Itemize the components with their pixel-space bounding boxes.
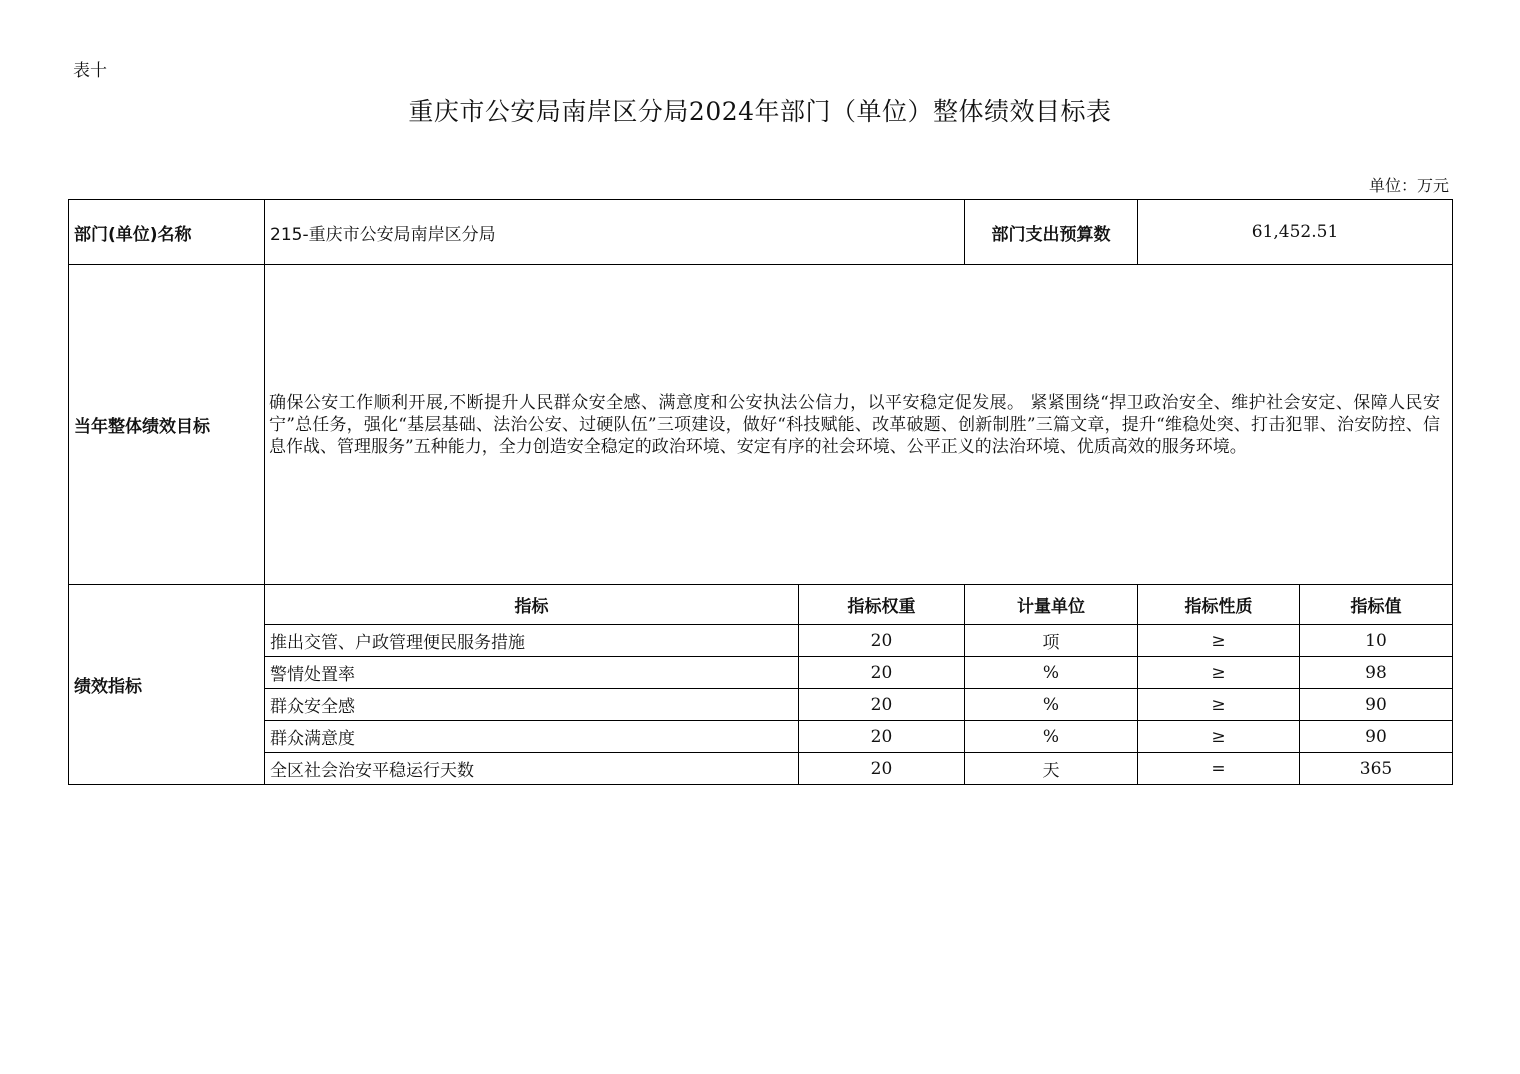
indicators-label: 绩效指标	[69, 585, 265, 785]
indicator-value: 365	[1300, 753, 1453, 785]
dept-name-value: 215-重庆市公安局南岸区分局	[265, 200, 965, 265]
indicator-unit: %	[965, 689, 1138, 721]
table-row	[69, 657, 1453, 689]
indicator-name: 群众满意度	[265, 721, 799, 753]
table-row	[69, 689, 1453, 721]
indicator-nature: =	[1138, 753, 1300, 785]
indicator-header-row	[69, 585, 1453, 625]
budget-value: 61,452.51	[1138, 200, 1453, 265]
table-row	[69, 625, 1453, 657]
indicator-weight: 20	[799, 721, 965, 753]
indicator-nature: ≥	[1138, 721, 1300, 753]
goal-row	[69, 265, 1453, 585]
indicator-name: 推出交管、户政管理便民服务措施	[265, 625, 799, 657]
indicator-nature: ≥	[1138, 625, 1300, 657]
table-row	[69, 721, 1453, 753]
header-weight: 指标权重	[799, 585, 965, 625]
indicator-unit: 天	[965, 753, 1138, 785]
dept-name-label: 部门(单位)名称	[69, 200, 265, 265]
dept-row	[69, 200, 1453, 265]
indicator-unit: 项	[965, 625, 1138, 657]
indicator-weight: 20	[799, 625, 965, 657]
indicator-nature: ≥	[1138, 657, 1300, 689]
performance-target-table	[68, 199, 1453, 785]
indicator-name: 警情处置率	[265, 657, 799, 689]
document-title: 重庆市公安局南岸区分局2024年部门（单位）整体绩效目标表	[408, 97, 1112, 126]
indicator-unit: %	[965, 721, 1138, 753]
budget-label: 部门支出预算数	[965, 200, 1138, 265]
indicator-value: 10	[1300, 625, 1453, 657]
indicator-value: 98	[1300, 657, 1453, 689]
indicator-name: 群众安全感	[265, 689, 799, 721]
indicator-weight: 20	[799, 689, 965, 721]
goal-label: 当年整体绩效目标	[69, 265, 265, 585]
indicator-weight: 20	[799, 657, 965, 689]
indicator-name: 全区社会治安平稳运行天数	[265, 753, 799, 785]
table-number: 表十	[73, 61, 107, 81]
indicator-nature: ≥	[1138, 689, 1300, 721]
goal-text: 确保公安工作顺利开展,不断提升人民群众安全感、满意度和公安执法公信力，以平安稳定促发展。 紧紧围绕“捍卫政治安全、维护社会安定、保障人民安宁”总任务，强化“基层基础、法治公安、过硬队伍”三项建设，做好“科技赋能、改革破题、创新制胜”三篇文章，提升“维稳处突、打击犯罪、治安防控、信息作战、管理服务”五种能力，全力创造安全稳定的政治环境、安定有序的社会环境、公平正义的法治环境、优质高效的服务环境。	[265, 265, 1453, 585]
unit-note: 单位：万元	[1368, 176, 1449, 195]
header-nature: 指标性质	[1138, 585, 1300, 625]
indicator-value: 90	[1300, 721, 1453, 753]
table-row	[69, 753, 1453, 785]
header-value: 指标值	[1300, 585, 1453, 625]
header-indicator: 指标	[265, 585, 799, 625]
header-unit: 计量单位	[965, 585, 1138, 625]
indicator-value: 90	[1300, 689, 1453, 721]
indicator-weight: 20	[799, 753, 965, 785]
indicator-unit: %	[965, 657, 1138, 689]
